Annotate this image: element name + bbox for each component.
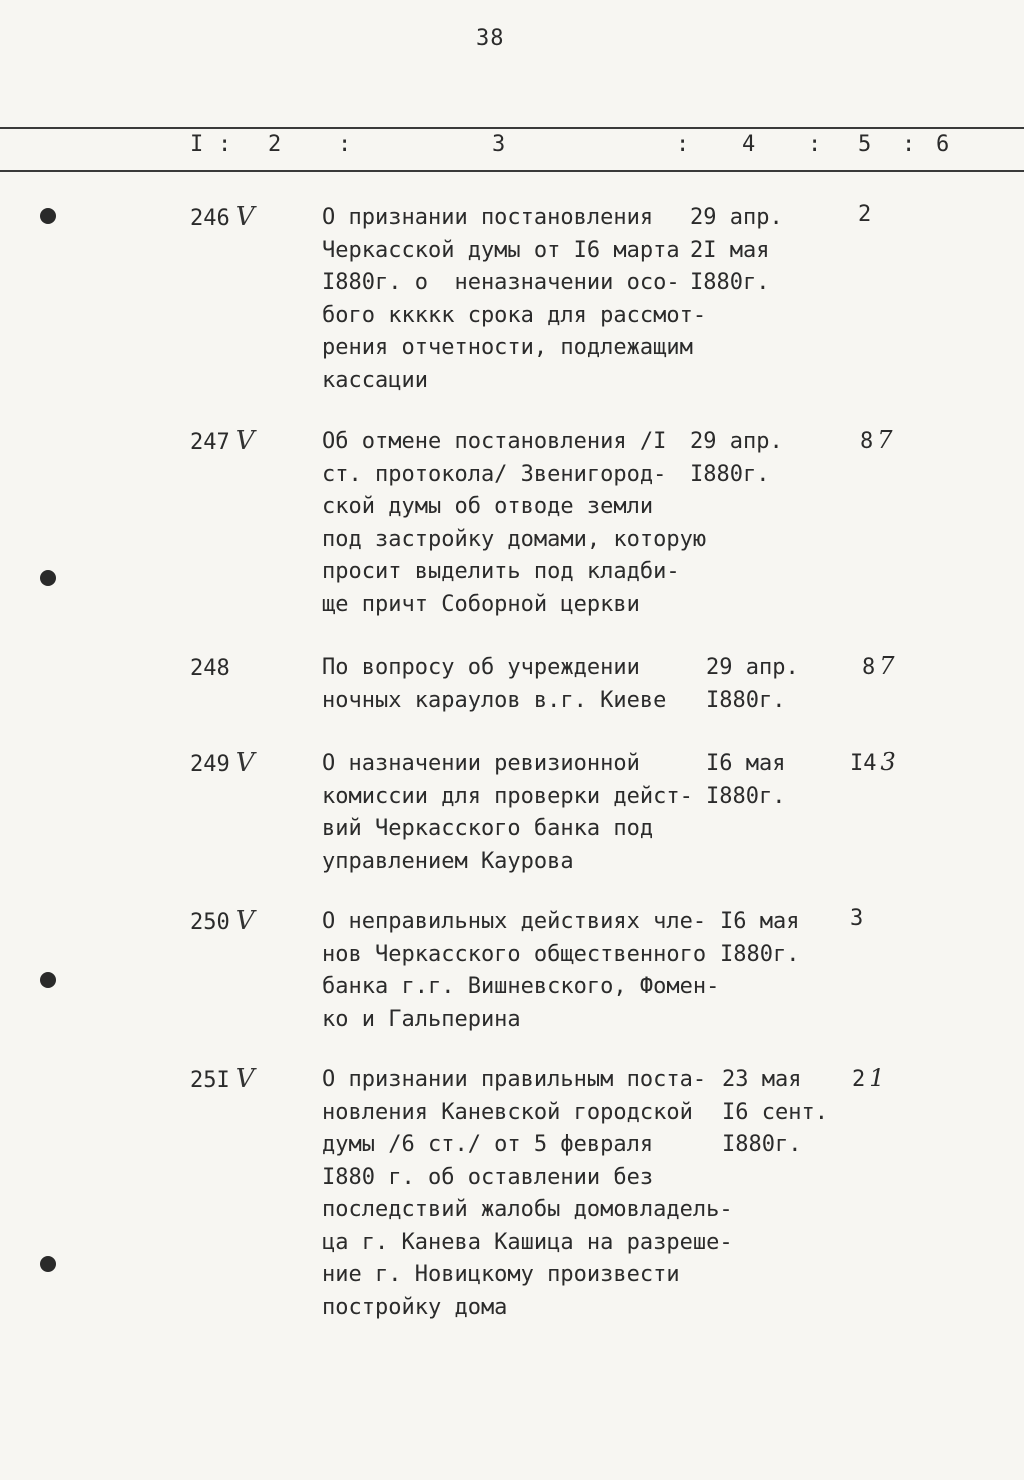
entry-sheet-count [860, 426, 893, 454]
column-header-4: 4 [742, 132, 756, 157]
column-separator: : [338, 132, 352, 157]
entry-date: 29 апр. 2I мая I880г. [690, 205, 783, 295]
entry-date: 29 апр. I880г. [690, 429, 783, 487]
check-mark-icon: V [235, 202, 255, 232]
header-top-rule [0, 127, 1024, 129]
entry-date: I6 мая I880г. [720, 909, 800, 967]
entry-number [190, 1064, 255, 1094]
entry-sheet-count [850, 906, 863, 931]
entry-date: 29 апр. I880г. [706, 655, 799, 713]
handwritten-correction: 3 [880, 748, 896, 776]
column-header-3: 3 [492, 132, 506, 157]
check-mark-icon: V [235, 748, 255, 778]
entry-number [190, 652, 236, 682]
column-header-5: 5 [858, 132, 872, 157]
entry-number-text: 248 [190, 656, 230, 681]
entry-description: По вопросу об учреждении ночных караулов в.г. Киеве [322, 655, 667, 713]
column-separator: : [902, 132, 916, 157]
punch-hole [40, 570, 56, 586]
entry-date: I6 мая I880г. [706, 751, 786, 809]
sheet-count-text: 2 [858, 202, 872, 227]
entry-number-text: 247 [190, 430, 230, 455]
entry-number [190, 426, 255, 456]
entry-number [190, 202, 255, 232]
column-header-6: 6 [936, 132, 950, 157]
handwritten-correction: 7 [877, 426, 893, 454]
check-mark-icon: V [235, 426, 255, 456]
entry-number-text: 246 [190, 206, 230, 231]
sheet-count-text: 2 [852, 1067, 866, 1092]
entry-sheet-count [858, 202, 871, 227]
column-separator: : [676, 132, 690, 157]
column-header-1: I [190, 132, 204, 157]
sheet-count-text: I4 [850, 751, 877, 776]
entry-description: О признании правильным поста- новления Каневской городской думы /6 ст./ от 5 февраля I880 г. об оставлении без последствий жалобы домовладель- ца г. Канева Кашица на разреше- ние г. Новицкому произвести постройку дома [322, 1067, 733, 1320]
entry-number [190, 906, 255, 936]
entry-number-text: 250 [190, 910, 230, 935]
entry-sheet-count [852, 1064, 885, 1092]
page-number: 38 [476, 26, 505, 51]
entry-sheet-count [862, 652, 895, 680]
column-separator: : [218, 132, 232, 157]
entry-number-text: 25I [190, 1068, 230, 1093]
handwritten-correction: 1 [869, 1064, 885, 1092]
sheet-count-text: 8 [862, 655, 876, 680]
entry-description: О назначении ревизионной комиссии для проверки дейст- вий Черкасского банка под управлением Каурова [322, 751, 693, 874]
punch-hole [40, 208, 56, 224]
check-mark-icon: V [235, 1064, 255, 1094]
sheet-count-text: 3 [850, 906, 864, 931]
column-separator: : [808, 132, 822, 157]
header-bottom-rule [0, 170, 1024, 172]
sheet-count-text: 8 [860, 429, 874, 454]
entry-description: О признании постановления Черкасской думы от I6 марта I880г. о неназначении осо- бого ккккк срока для рассмот- рения отчетности, подлежащим кассации [322, 205, 707, 393]
entry-sheet-count [850, 748, 896, 776]
entry-description: О неправильных действиях чле- нов Черкасского общественного банка г.г. Вишневского, Фомен- ко и Гальперина [322, 909, 720, 1032]
entry-description: Об отмене постановления /I ст. протокола/ Звенигород- ской думы об отводе земли под застройку домами, которую просит выделить под кладби- ще причт Соборной церкви [322, 429, 707, 617]
entry-number [190, 748, 255, 778]
punch-hole [40, 972, 56, 988]
handwritten-correction: 7 [879, 652, 895, 680]
punch-hole [40, 1256, 56, 1272]
entry-date: 23 мая I6 сент. I880г. [722, 1067, 828, 1157]
column-header-2: 2 [268, 132, 282, 157]
entry-number-text: 249 [190, 752, 230, 777]
check-mark-icon: V [235, 906, 255, 936]
